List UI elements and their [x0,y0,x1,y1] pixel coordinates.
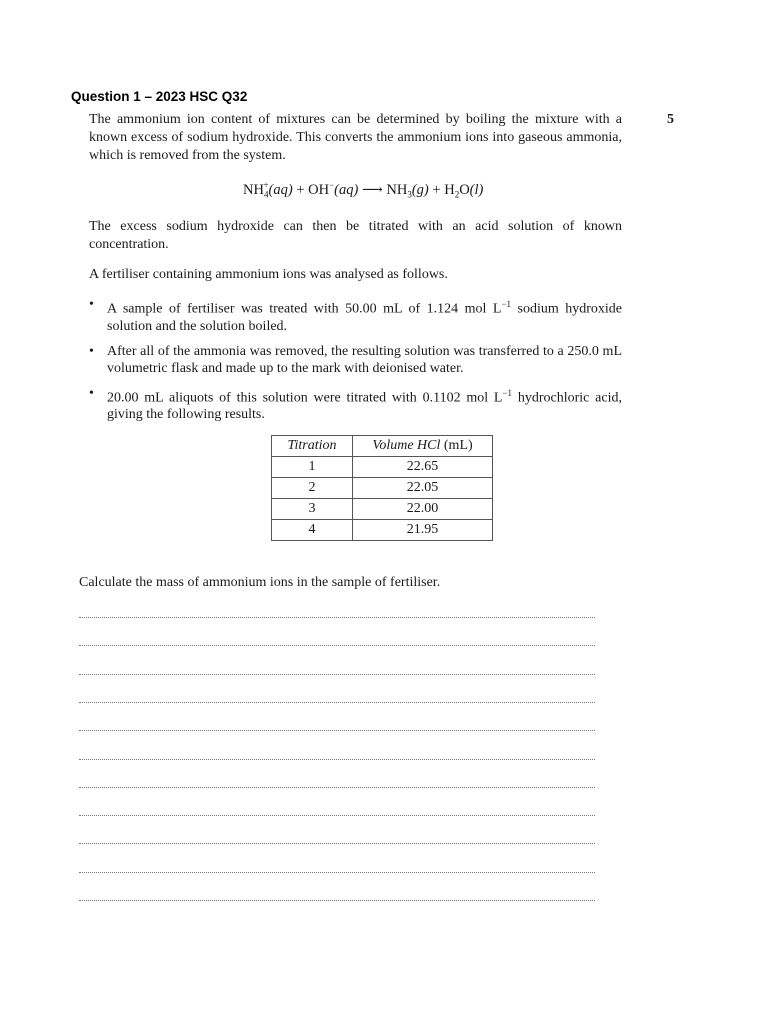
procedure-step-2 [89,343,622,377]
titration-number: 2 [272,478,353,499]
table-row [272,520,493,541]
step-2-text: After all of the ammonia was removed, the resulting solution was transferred to a 250.0 mL volumetric flask and made up to the mark with deionised water. [107,343,622,376]
step-3-text-b: hydrochloric acid, giving the following results. [107,390,622,423]
answer-line[interactable] [79,815,595,816]
table-row [272,499,493,520]
titration-volume: 22.05 [353,478,493,499]
eq-oh: OH [308,181,330,198]
step-3-sup: −1 [502,387,513,398]
titration-results-table [271,435,493,541]
step-1-text-b: sodium hydroxide solution and the solution boiled. [107,301,622,334]
header-volume [353,436,493,457]
eq-nh4: NH [243,181,264,198]
eq-nh4-sub: 4 [263,189,269,200]
header-titration: Titration [272,436,353,457]
intro-paragraph: The ammonium ion content of mixtures can be determined by boiling the mixture with a known excess of sodium hydroxide. This converts the ammonium ions into gaseous ammonia, which is removed from the system. [89,112,622,163]
titration-volume: 22.65 [353,457,493,478]
eq-h2o-h: H [444,181,455,198]
question-title: Question 1 – 2023 HSC Q32 [71,89,248,104]
marks-value: 5 [667,112,674,127]
eq-oh-state: (aq) [334,181,359,198]
excess-paragraph: The excess sodium hydroxide can then be titrated with an acid solution of known concentration. [89,219,622,252]
answer-line[interactable] [79,843,595,844]
header-volume-unit: (mL) [440,438,473,453]
answer-line[interactable] [79,872,595,873]
answer-line[interactable] [79,759,595,760]
titration-number: 1 [272,457,353,478]
titration-number: 4 [272,520,353,541]
bullet-icon: • [89,297,94,312]
eq-h2o-sub: 2 [454,189,460,200]
titration-number: 3 [272,499,353,520]
eq-arrow: ⟶ [358,181,387,198]
answer-line[interactable] [79,730,595,731]
eq-nh3: NH [386,181,408,198]
table-row [272,457,493,478]
eq-plus-2: + [428,181,445,198]
eq-nh3-sub: 3 [407,189,412,200]
step-1-sup: −1 [501,299,512,309]
answer-line[interactable] [79,900,595,901]
chemical-equation [243,180,483,200]
answer-line[interactable] [79,787,595,788]
bullet-icon: • [89,343,94,359]
header-volume-label: Volume HCl [372,438,441,453]
titration-volume: 21.95 [353,520,493,541]
eq-oh-sup: − [329,180,335,190]
analysis-intro: A fertiliser containing ammonium ions was analysed as follows. [89,267,448,282]
calculation-prompt: Calculate the mass of ammonium ions in the sample of fertiliser. [79,575,441,590]
eq-h2o-o: O [459,181,470,198]
titration-volume: 22.00 [353,499,493,520]
bullet-icon: • [89,385,94,401]
eq-nh4-sup: + [263,180,269,190]
eq-h2o-state: (l) [469,181,484,198]
table-row [272,478,493,499]
eq-nh4-state: (aq) [268,181,293,198]
answer-line[interactable] [79,645,595,646]
answer-line[interactable] [79,674,595,675]
answer-line[interactable] [79,702,595,703]
step-1-text-a: A sample of fertiliser was treated with 50.00 mL of 1.124 mol L [107,301,502,317]
procedure-list [89,296,622,431]
procedure-step-1 [89,296,622,335]
procedure-step-3 [89,385,622,424]
eq-nh3-state: (g) [411,181,429,198]
step-3-text-a: 20.00 mL aliquots of this solution were titrated with 0.1102 mol L [107,390,503,406]
table-header-row [272,436,493,457]
eq-plus-1: + [292,181,309,198]
answer-line[interactable] [79,617,595,618]
